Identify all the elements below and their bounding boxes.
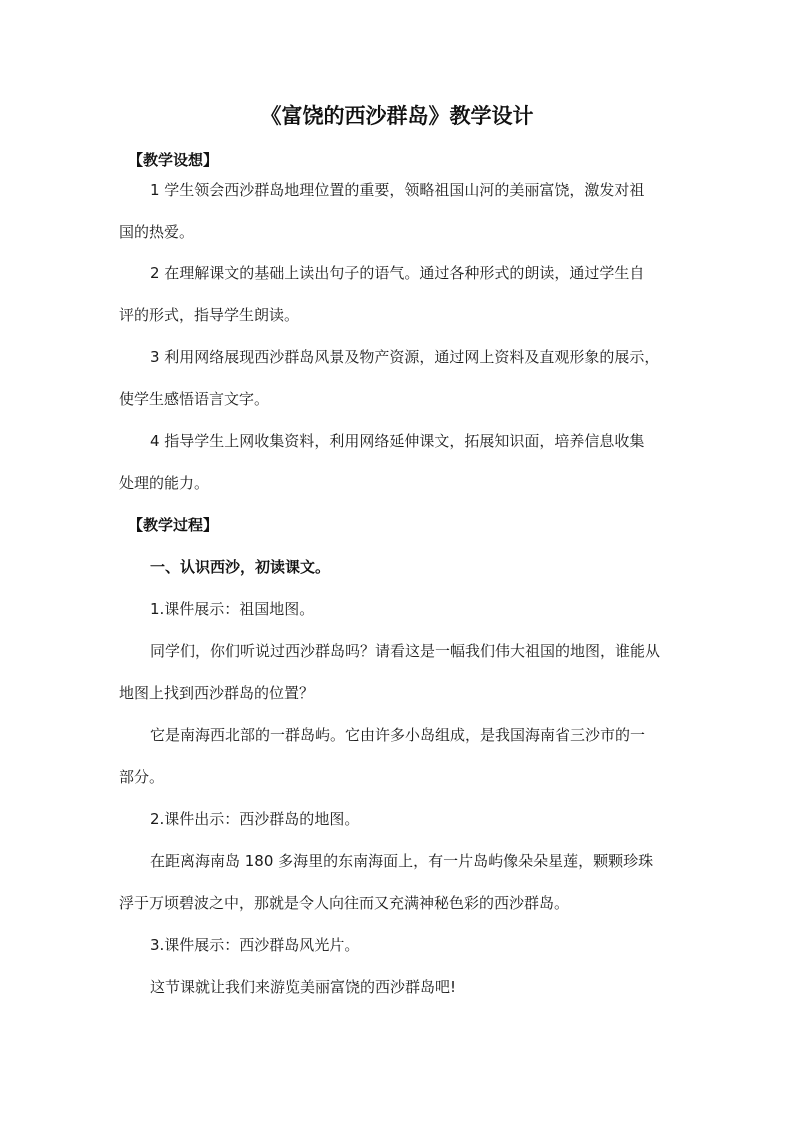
paragraph-3-line-1: 在距离海南岛 180 多海里的东南海面上，有一片岛屿像朵朵星莲，颗颗珍珠 bbox=[150, 852, 654, 870]
section-heading-process: 【教学过程】 bbox=[128, 516, 219, 534]
step-2-label: 2.课件出示：西沙群岛的地图。 bbox=[150, 810, 360, 828]
paragraph-3-line-2: 浮于万顷碧波之中，那就是令人向往而又充满神秘色彩的西沙群岛。 bbox=[119, 894, 570, 912]
design-item-3-line-2: 使学生感悟语言文字。 bbox=[119, 390, 270, 408]
design-item-4-line-2: 处理的能力。 bbox=[119, 474, 210, 492]
design-item-4-line-1: 4 指导学生上网收集资料，利用网络延伸课文，拓展知识面，培养信息收集 bbox=[150, 432, 645, 450]
design-item-2-line-1: 2 在理解课文的基础上读出句子的语气。通过各种形式的朗读，通过学生自 bbox=[150, 264, 645, 282]
document-title: 《富饶的西沙群岛》教学设计 bbox=[260, 104, 534, 128]
paragraph-1-line-2: 地图上找到西沙群岛的位置？ bbox=[119, 684, 315, 702]
design-item-3-line-1: 3 利用网络展现西沙群岛风景及物产资源，通过网上资料及直观形象的展示， bbox=[150, 348, 660, 366]
paragraph-1-line-1: 同学们，你们听说过西沙群岛吗？请看这是一幅我们伟大祖国的地图，谁能从 bbox=[150, 642, 661, 660]
paragraph-4-line-1: 这节课就让我们来游览美丽富饶的西沙群岛吧! bbox=[150, 978, 457, 996]
design-item-1-line-1: 1 学生领会西沙群岛地理位置的重要，领略祖国山河的美丽富饶，激发对祖 bbox=[150, 181, 645, 199]
section-heading-design: 【教学设想】 bbox=[128, 151, 219, 169]
paragraph-2-line-1: 它是南海西北部的一群岛屿。它由许多小岛组成，是我国海南省三沙市的一 bbox=[150, 726, 646, 744]
paragraph-2-line-2: 部分。 bbox=[119, 768, 165, 786]
design-item-2-line-2: 评的形式，指导学生朗读。 bbox=[119, 306, 300, 324]
step-1-label: 1.课件展示：祖国地图。 bbox=[150, 600, 315, 618]
step-heading: 一、认识西沙，初读课文。 bbox=[150, 558, 331, 576]
design-item-1-line-2: 国的热爱。 bbox=[119, 223, 195, 241]
step-3-label: 3.课件展示：西沙群岛风光片。 bbox=[150, 936, 360, 954]
